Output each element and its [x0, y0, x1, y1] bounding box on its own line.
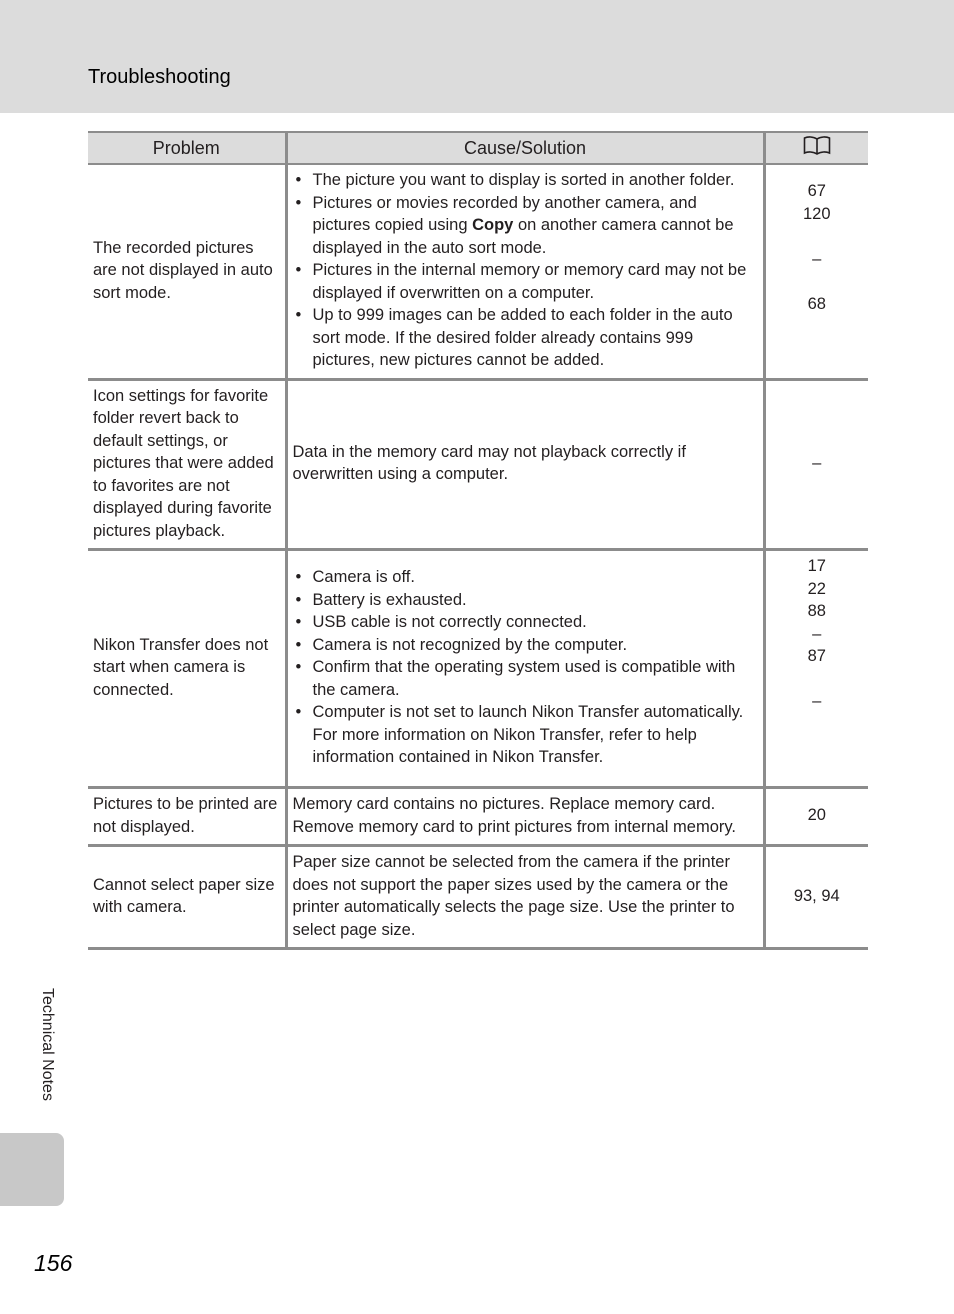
- side-tab: [0, 1133, 64, 1206]
- page-reference: –: [812, 692, 822, 710]
- book-icon: [803, 135, 831, 161]
- page-reference: 67: [807, 182, 826, 201]
- page-reference: 68: [807, 294, 826, 313]
- problem-cell: Pictures to be printed are not displayed.: [88, 788, 286, 846]
- page-reference-cell: [764, 550, 868, 788]
- problem-cell: Icon settings for favorite folder revert back to default settings, or pictures that were added to favorites are not displayed during favorite pictures playback.: [88, 379, 286, 550]
- page-reference: 88: [807, 602, 826, 620]
- list-item: • Up to 999 images can be added to each folder in the auto sort mode. If the desired folder already contains 999 pictures, new pictures cannot be added.: [293, 304, 758, 372]
- page-reference-cell: [764, 164, 868, 379]
- page-reference: –: [812, 249, 822, 268]
- list-item: • Confirm that the operating system used is compatible with the camera.: [293, 656, 758, 701]
- list-item: [293, 701, 758, 769]
- page-reference: 20: [807, 806, 826, 825]
- page-reference: 120: [802, 204, 831, 223]
- problem-cell: The recorded pictures are not displayed in auto sort mode.: [88, 164, 286, 379]
- column-header-cause: Cause/Solution: [286, 132, 764, 164]
- list-item: • USB cable is not correctly connected.: [293, 611, 758, 634]
- list-item-text: Pictures or movies recorded by another camera, and pictures copied using: [312, 193, 697, 234]
- section-title: Troubleshooting: [88, 66, 231, 88]
- list-item: • Pictures in the internal memory or memory card may not be displayed if overwritten on a computer.: [293, 259, 758, 304]
- page-reference: [771, 270, 864, 293]
- page-reference-cell: [764, 788, 868, 846]
- page-reference: 17: [807, 557, 826, 575]
- list-item: • Battery is exhausted.: [293, 589, 758, 612]
- cause-note: For more information on Nikon Transfer, refer to help information contained in Nikon Transfer.: [312, 725, 697, 767]
- cause-list: [293, 169, 758, 372]
- header-band: [0, 0, 954, 113]
- page-reference: 93, 94: [793, 886, 840, 905]
- list-item: • Camera is not recognized by the computer.: [293, 634, 758, 657]
- table-row: [88, 788, 868, 846]
- page-reference-cell: [764, 846, 868, 949]
- cause-cell: Paper size cannot be selected from the camera if the printer does not support the paper sizes used by the camera or the printer automatically selects the page size. Use the printer to select page size.: [286, 846, 764, 949]
- list-item-text: Computer is not set to launch Nikon Transfer automatically.: [312, 703, 744, 722]
- copy-keyword: Copy: [472, 216, 514, 234]
- page-reference: –: [812, 624, 822, 643]
- list-item: [293, 192, 758, 260]
- page-reference: [771, 225, 864, 248]
- cause-cell: Data in the memory card may not playback correctly if overwritten using a computer.: [286, 379, 764, 550]
- page-reference: 87: [807, 647, 826, 665]
- column-header-reference: [764, 132, 868, 164]
- page-number: 156: [34, 1250, 73, 1276]
- side-tab-label: Technical Notes: [39, 988, 56, 1101]
- cause-cell: [286, 164, 764, 379]
- table-row: [88, 379, 868, 550]
- troubleshooting-table: [88, 131, 868, 950]
- problem-cell: Nikon Transfer does not start when camera is connected.: [88, 550, 286, 788]
- problem-cell: Cannot select paper size with camera.: [88, 846, 286, 949]
- column-header-problem: Problem: [88, 132, 286, 164]
- page-reference-cell: [764, 379, 868, 550]
- page-reference: 22: [807, 579, 826, 598]
- list-item: • The picture you want to display is sorted in another folder.: [293, 169, 758, 192]
- table-row: [88, 550, 868, 788]
- table-header-row: [88, 132, 868, 164]
- page-reference: –: [812, 454, 822, 472]
- cause-list: [293, 566, 758, 769]
- list-item: • Camera is off.: [293, 566, 758, 589]
- table-row: [88, 846, 868, 949]
- list-item-text: on another camera cannot be displayed in the auto sort mode.: [312, 216, 734, 257]
- cause-cell: [286, 550, 764, 788]
- page-reference: [771, 668, 864, 691]
- table-row: [88, 164, 868, 379]
- cause-cell: Memory card contains no pictures. Replace memory card. Remove memory card to print pictures from internal memory.: [286, 788, 764, 846]
